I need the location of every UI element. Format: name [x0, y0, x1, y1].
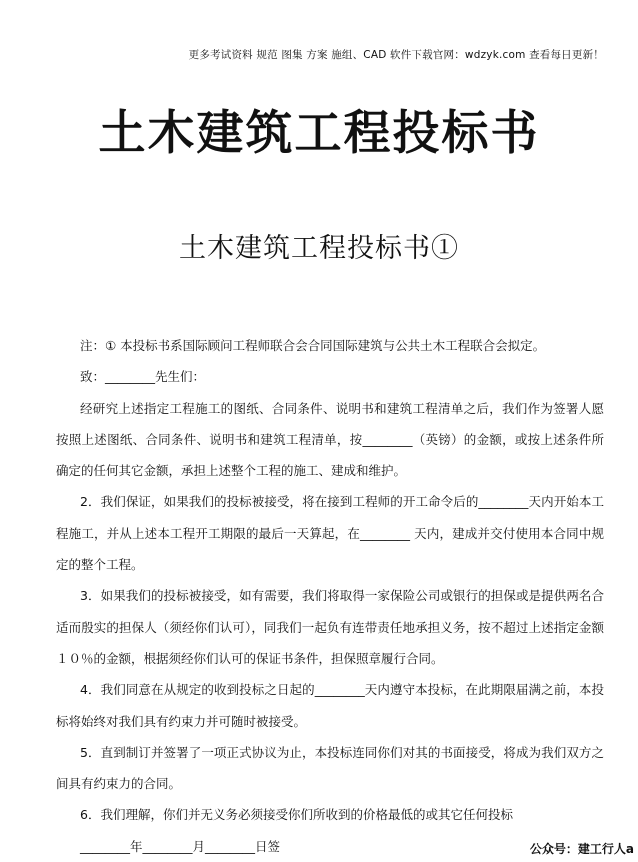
- clause-paragraph-2: 2．我们保证，如果我们的投标被接受，将在接到工程师的开工命令后的________天内开始本工程施工，并从上述本工程开工期限的最后一天算起，在________ 天内，建成并交付使用本合同中规定的整个工程。: [56, 494, 604, 573]
- sub-title: 土木建筑工程投标书①: [179, 233, 459, 264]
- watermark-footer: 公众号：建工行人a: [529, 842, 634, 856]
- note-paragraph: 注：① 本投标书系国际顾问工程师联合会合同国际建筑与公共土木工程联合会拟定。: [80, 338, 546, 353]
- main-title: 土木建筑工程投标书: [98, 106, 540, 161]
- clause-paragraph-6: 6．我们理解，你们并无义务必须接受你们所收到的价格最低的或其它任何投标: [80, 807, 513, 823]
- clause-paragraph-3: 3．如果我们的投标被接受，如有需要，我们将取得一家保险公司或银行的担保或是提供两名合适而殷实的担保人（须经你们认可），同我们一起负有连带责任地承担义务，按不超过上述指定金额１０％的金额，根据须经你们认可的保证书条件，担保照章履行合同。: [56, 588, 604, 666]
- clause-paragraph-5: 5．直到制订并签署了一项正式协议为止，本投标连同你们对其的书面接受，将成为我们双方之间具有约束力的合同。: [56, 744, 604, 792]
- salutation-paragraph: 致：________先生们：: [80, 369, 206, 385]
- clause-paragraph-4: 4．我们同意在从规定的收到投标之日起的________天内遵守本投标，在此期限届满之前，本投标将始终对我们具有约束力并可随时被接受。: [56, 682, 604, 729]
- site-header-note: 更多考试资料 规范 图集 方案 施组、CAD 软件下载官网：wdzyk.com 查看每日更新！: [188, 49, 604, 61]
- document-body: [56, 330, 604, 862]
- clause-paragraph-1: 经研究上述指定工程施工的图纸、合同条件、说明书和建筑工程清单之后，我们作为签署人愿按照上述图纸、合同条件、说明书和建筑工程清单，按________（英镑）的金额，或按上述条件所确定的任何其它金额，承担上述整个工程的施工、建成和维护。: [56, 400, 604, 479]
- signature-date-line: ________年________月________日签: [80, 838, 281, 854]
